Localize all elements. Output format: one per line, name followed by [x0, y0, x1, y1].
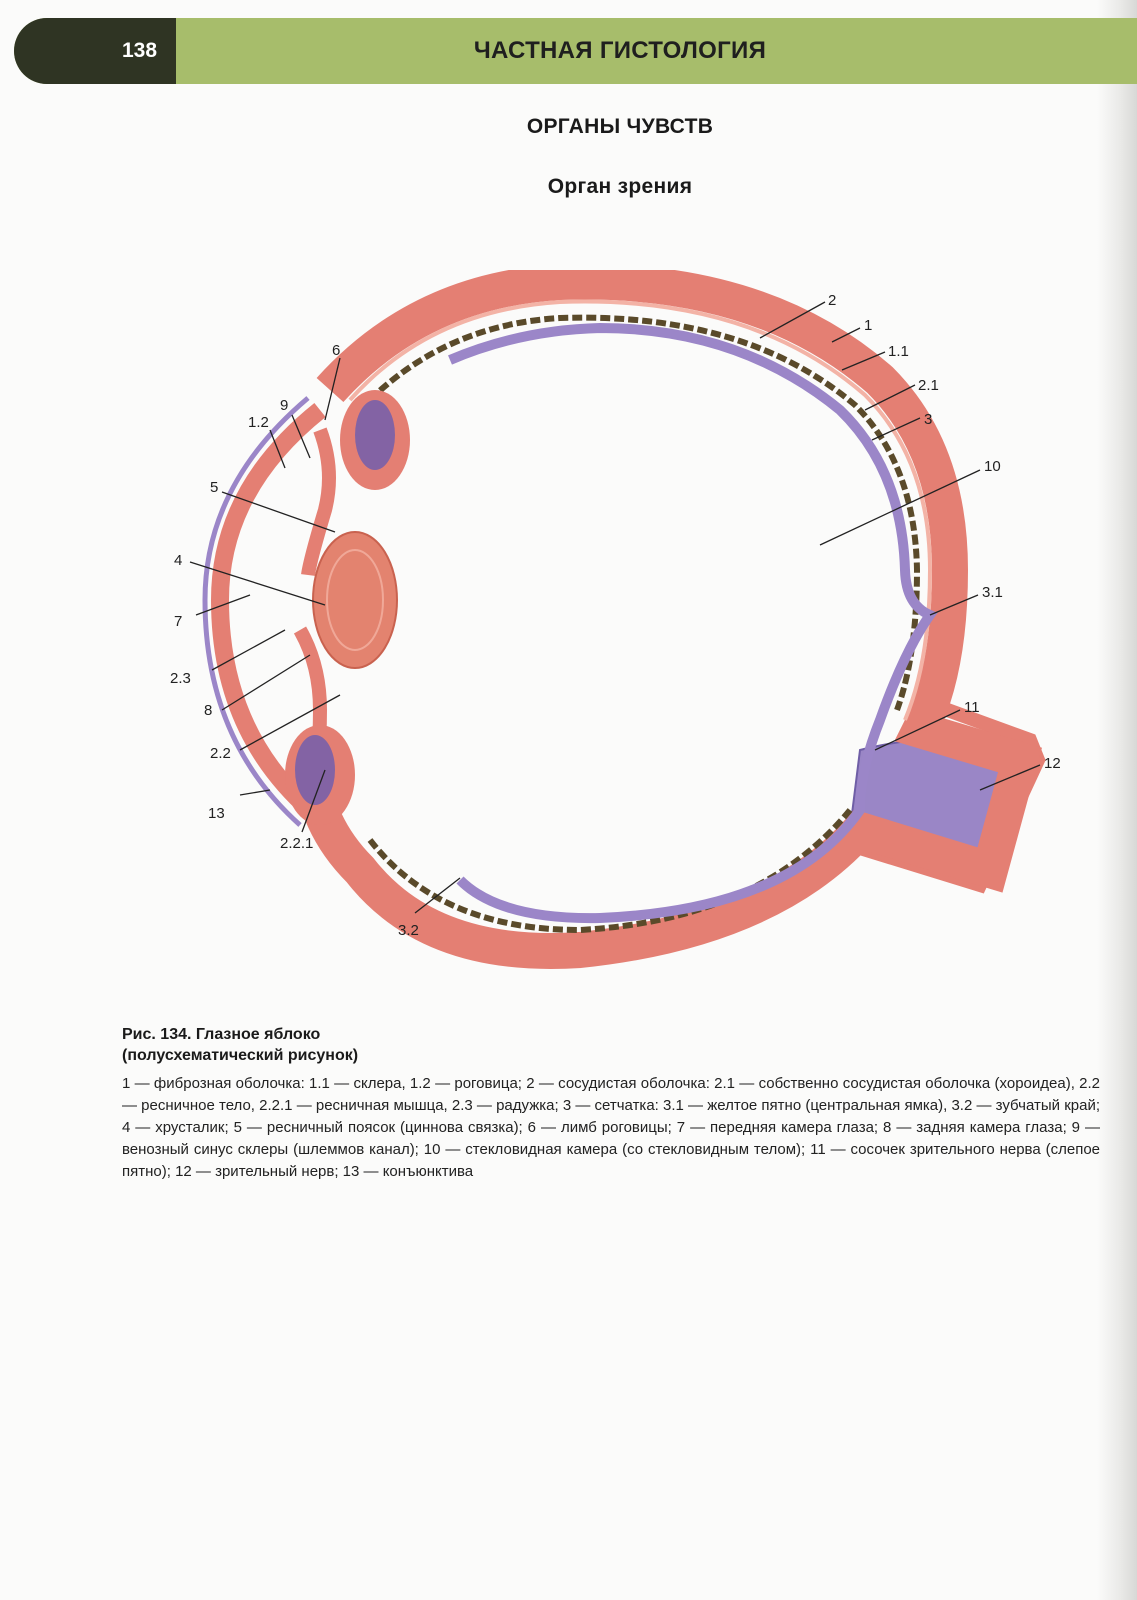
- sclera: [310, 282, 1020, 951]
- choroid: [360, 318, 917, 710]
- label-1: 1: [864, 317, 873, 334]
- label-9: 9: [280, 397, 289, 414]
- label-7: 7: [174, 613, 183, 630]
- lens: [313, 532, 397, 668]
- label-1-1: 1.1: [888, 343, 909, 360]
- label-2-2-1: 2.2.1: [280, 835, 314, 852]
- label-3: 3: [924, 411, 933, 428]
- eyeball-figure: [160, 270, 1080, 970]
- label-4: 4: [174, 552, 183, 569]
- book-spine-shadow: [1097, 0, 1137, 1600]
- section-title: ОРГАНЫ ЧУВСТВ: [526, 115, 714, 138]
- figure-caption-text: 1 — фиброзная оболочка: 1.1 — склера, 1.2 — роговица; 2 — сосудистая оболочка: 2.1 — собственно сосудистая оболочка (хороидеа), 2.2 — ресничное тело, 2.2.1 — ресничная мышца, 2.3 — радужка; 3 — сетчатка: 3.1 — желтое пятно (центральная ямка), 3.2 — зубчатый край; 4 — хрусталик; 5 — ресничный поясок (циннова связка); 6 — лимб роговицы; 7 — передняя камера глаза; 8 — задняя камера глаза; 9 — венозный синус склеры (шлеммов канал); 10 — стекловидная камера (со стекловидным телом); 11 — сосочек зрительного нерва (слепое пятно); 12 — зрительный нерв; 13 — конъюнктива: [122, 1075, 1100, 1180]
- label-3-2: 3.2: [398, 922, 419, 939]
- figure-caption-title: [122, 1024, 722, 1066]
- eyeball-diagram: [160, 270, 1080, 970]
- label-2-1: 2.1: [918, 377, 939, 394]
- caption-title-line-1: Рис. 134. Глазное яблоко: [122, 1026, 321, 1043]
- subsection-title: Орган зрения: [547, 175, 693, 198]
- label-1-2: 1.2: [248, 414, 269, 431]
- label-6: 6: [332, 342, 341, 359]
- label-5: 5: [210, 479, 219, 496]
- label-13: 13: [208, 805, 225, 822]
- label-3-1: 3.1: [982, 584, 1003, 601]
- label-8: 8: [204, 702, 213, 719]
- ciliary-muscle-upper: [355, 400, 395, 470]
- label-11: 11: [964, 699, 980, 716]
- label-2-2: 2.2: [210, 745, 231, 762]
- label-10: 10: [984, 458, 1001, 475]
- running-title: ЧАСТНАЯ ГИСТОЛОГИЯ: [473, 37, 767, 64]
- label-2-3: 2.3: [170, 670, 191, 687]
- ciliary-muscle-lower: [295, 735, 335, 805]
- page-number: 138: [14, 18, 176, 84]
- caption-title-line-2: (полусхематический рисунок): [122, 1047, 359, 1064]
- label-12: 12: [1044, 755, 1061, 772]
- label-2: 2: [828, 292, 837, 309]
